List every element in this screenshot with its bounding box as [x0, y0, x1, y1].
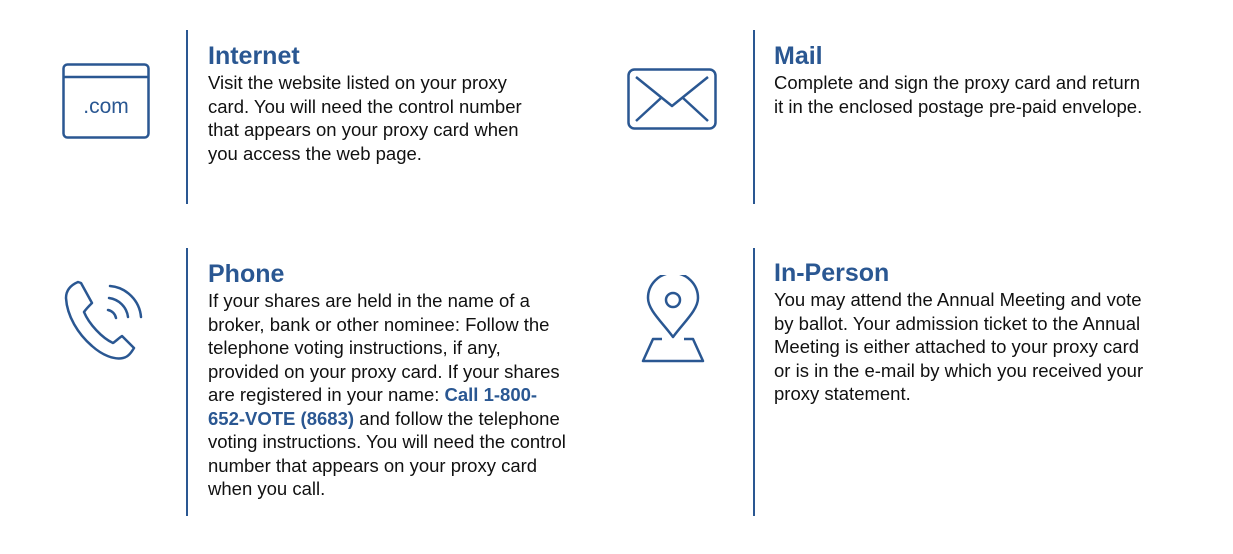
- text-line: If your shares are held in the name of a: [208, 290, 530, 311]
- method-title-mail: Mail: [774, 42, 823, 70]
- web-address-icon-text: .com: [83, 95, 129, 118]
- text-line: and follow the telephone: [359, 407, 560, 429]
- web-address-icon: [62, 63, 150, 139]
- text-line: proxy statement.: [774, 383, 911, 404]
- divider-mail: [753, 30, 755, 204]
- method-title-internet: Internet: [208, 42, 300, 70]
- text-line: telephone voting instructions, if any,: [208, 337, 501, 358]
- text-line: card. You will need the control number: [208, 95, 522, 117]
- envelope-icon: [627, 68, 717, 130]
- method-title-phone: Phone: [208, 260, 285, 288]
- text-line: voting instructions. You will need the control: [208, 431, 566, 452]
- text-line: number that appears on your proxy card: [208, 454, 538, 476]
- method-description-mail: [774, 71, 1214, 118]
- text-line: that appears on your proxy card when: [208, 119, 519, 140]
- text-line: are registered in your name:: [208, 384, 440, 405]
- method-title-in-person: In-Person: [774, 259, 890, 287]
- text-line: Complete and sign the proxy card and return: [774, 72, 1141, 93]
- text-line: Visit the website listed on your proxy: [208, 72, 507, 93]
- text-line: broker, bank or other nominee: Follow the: [208, 313, 550, 335]
- method-description-in-person: [774, 288, 1194, 406]
- phone-number-part-2[interactable]: 652-VOTE (8683): [208, 407, 355, 429]
- method-description-internet: [208, 71, 588, 165]
- text-line: by ballot. Your admission ticket to the Annual: [774, 312, 1141, 334]
- text-line: it in the enclosed postage pre-paid envelope.: [774, 95, 1143, 117]
- map-pin-icon: [640, 275, 706, 363]
- method-description-phone: [208, 289, 608, 501]
- text-line: provided on your proxy card. If your shares: [208, 360, 560, 382]
- divider-in-person: [753, 248, 755, 516]
- phone-number-part-1[interactable]: Call 1-800-: [444, 384, 538, 405]
- text-line: you access the web page.: [208, 142, 422, 164]
- phone-icon: [64, 276, 148, 362]
- divider-phone: [186, 248, 188, 516]
- text-line: or is in the e-mail by which you received your: [774, 359, 1144, 381]
- text-line: You may attend the Annual Meeting and vote: [774, 289, 1142, 310]
- text-line: when you call.: [208, 478, 326, 499]
- divider-internet: [186, 30, 188, 204]
- text-line: Meeting is either attached to your proxy card: [774, 336, 1140, 357]
